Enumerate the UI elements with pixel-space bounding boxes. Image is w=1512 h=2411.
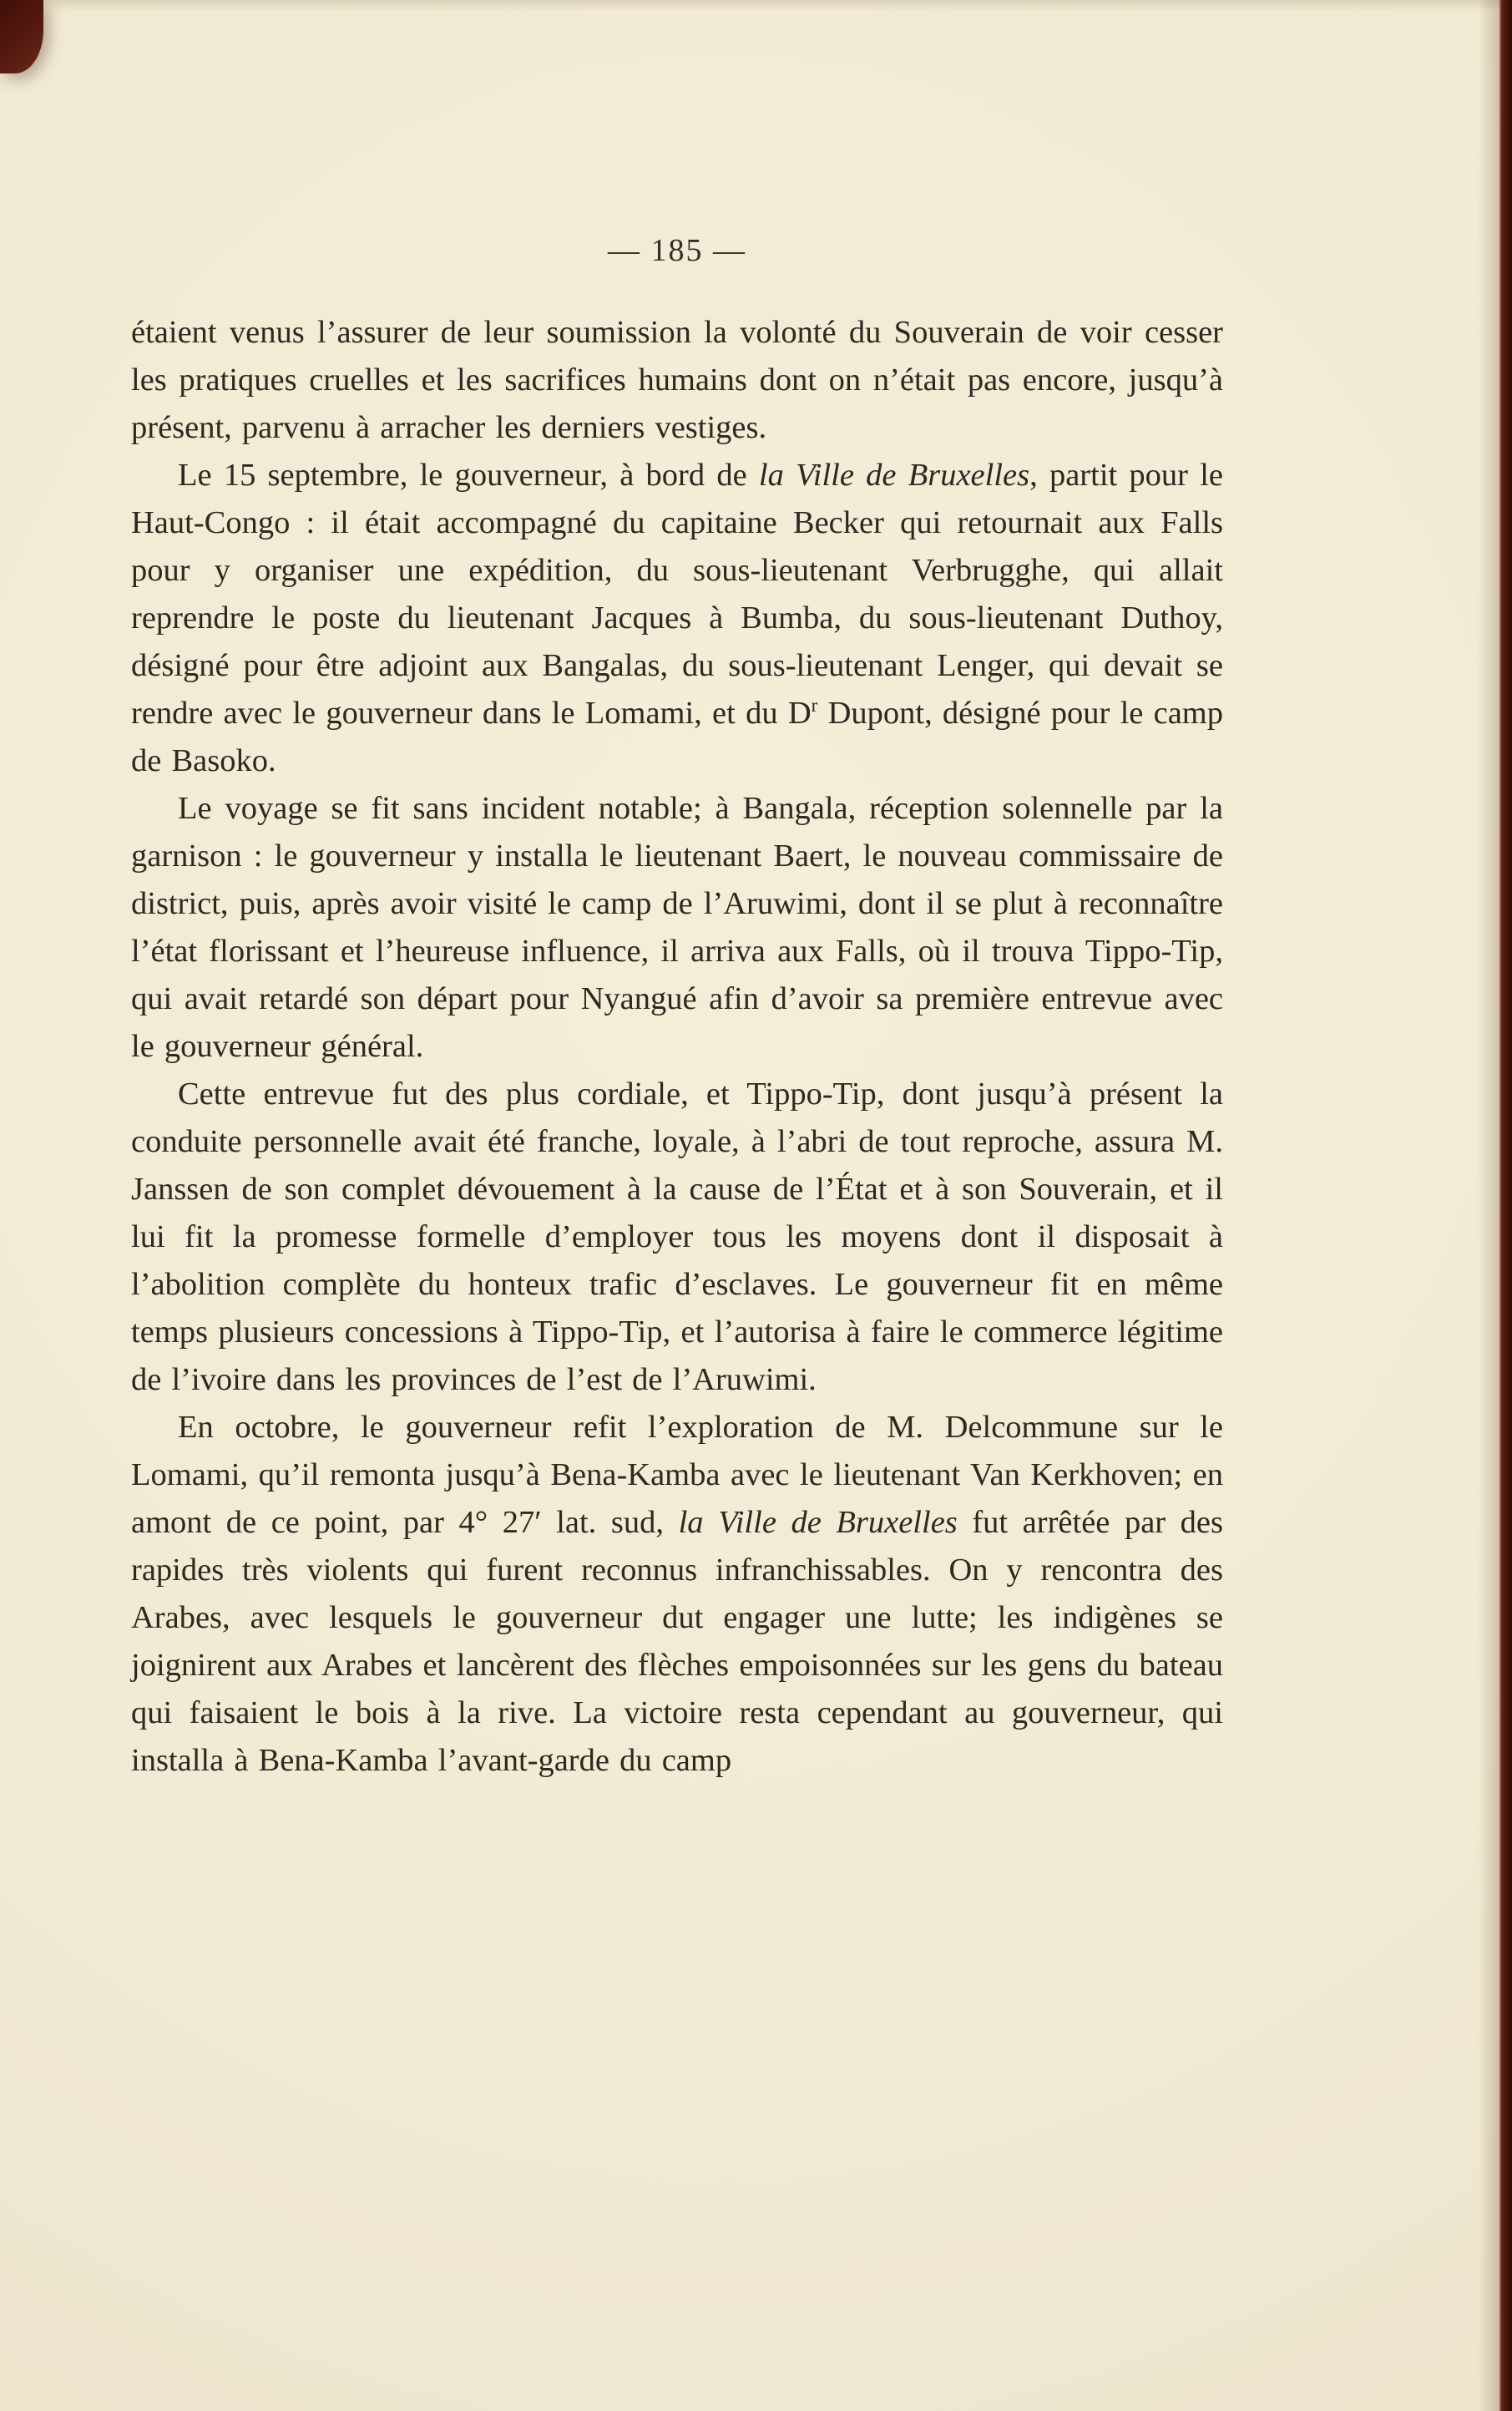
- italic-text-run: la Ville de Bruxelles: [678, 1505, 958, 1540]
- superscript-text-run: r: [811, 694, 818, 717]
- page-number: — 185 —: [608, 233, 746, 268]
- paragraph: [131, 1404, 1223, 1785]
- scan-artifact-top-left-corner: [0, 0, 43, 73]
- scan-artifact-right-edge: [1499, 0, 1512, 2411]
- text-run: Le 15 septembre, le gouverneur, à bord de: [178, 458, 759, 493]
- text-run: étaient venus l’assurer de leur soumission la volonté du Souverain de voir cesser les pratiques cruelles et les sacrifices humains dont on n’était pas encore, jusqu’à présent, parvenu à arracher les derniers vestiges.: [131, 315, 1223, 445]
- text-run: Dupont, désigné pour le camp de Basoko.: [131, 696, 1223, 778]
- text-run: Le voyage se fit sans incident notable; à Bangala, réception solennelle par la garnison : le gouverneur y installa le lieutenant Baert, le nouveau commissaire de district, puis, après avoir visité le camp de l’Aruwimi, dont il se plut à reconnaître l’état florissant et l’heureuse influence, il arriva aux Falls, où il trouva Tippo-Tip, qui avait retardé son départ pour Nyangué afin d’avoir sa première entrevue avec le gouverneur général.: [131, 791, 1223, 1064]
- scan-shadow-right: [1478, 0, 1499, 2411]
- text-run: Cette entrevue fut des plus cordiale, et Tippo-Tip, dont jusqu’à présent la conduite personnelle avait été franche, loyale, à l’abri de tout reproche, assura M. Janssen de son complet dévouement à la cause de l’État et à son Souverain, et il lui fit la promesse formelle d’employer tous les moyens dont il disposait à l’abolition complète du honteux trafic d’esclaves. Le gouverneur fit en même temps plusieurs concessions à Tippo-Tip, et l’autorisa à faire le commerce légitime de l’ivoire dans les provinces de l’est de l’Aruwimi.: [131, 1076, 1223, 1397]
- scan-shadow-top: [0, 0, 1512, 12]
- paragraph: [131, 1071, 1223, 1404]
- italic-text-run: la Ville de Bruxelles: [758, 458, 1030, 493]
- paragraph: [131, 452, 1223, 785]
- text-run: En octobre, le gouverneur refit l’exploration de M. Delcommune sur le Lomami, qu’il remonta jusqu’à Bena-Kamba avec le lieutenant Van Kerkhoven; en amont de ce point, par 4° 27′ lat. sud,: [131, 1410, 1223, 1540]
- paragraph: [131, 309, 1223, 452]
- paragraph: [131, 785, 1223, 1071]
- text-run: fut arrêtée par des rapides très violents qui furent reconnus infranchissables. On y rencontra des Arabes, avec lesquels le gouverneur dut engager une lutte; les indigènes se joignirent aux Arabes et lancèrent des flèches empoisonnées sur les gens du bateau qui faisaient le bois à la rive. La victoire resta cependant au gouverneur, qui installa à Bena-Kamba l’avant-garde du camp: [131, 1505, 1223, 1778]
- page-content: [131, 232, 1223, 1785]
- text-run: , partit pour le Haut-Congo : il était accompagné du capitaine Becker qui retournait aux Falls pour y organiser une expédition, du sous-lieutenant Verbrugghe, qui allait reprendre le poste du lieutenant Jacques à Bumba, du sous-lieutenant Duthoy, désigné pour être adjoint aux Bangalas, du sous-lieutenant Lenger, qui devait se rendre avec le gouverneur dans le Lomami, et du D: [131, 458, 1224, 731]
- text-block: [131, 309, 1223, 1785]
